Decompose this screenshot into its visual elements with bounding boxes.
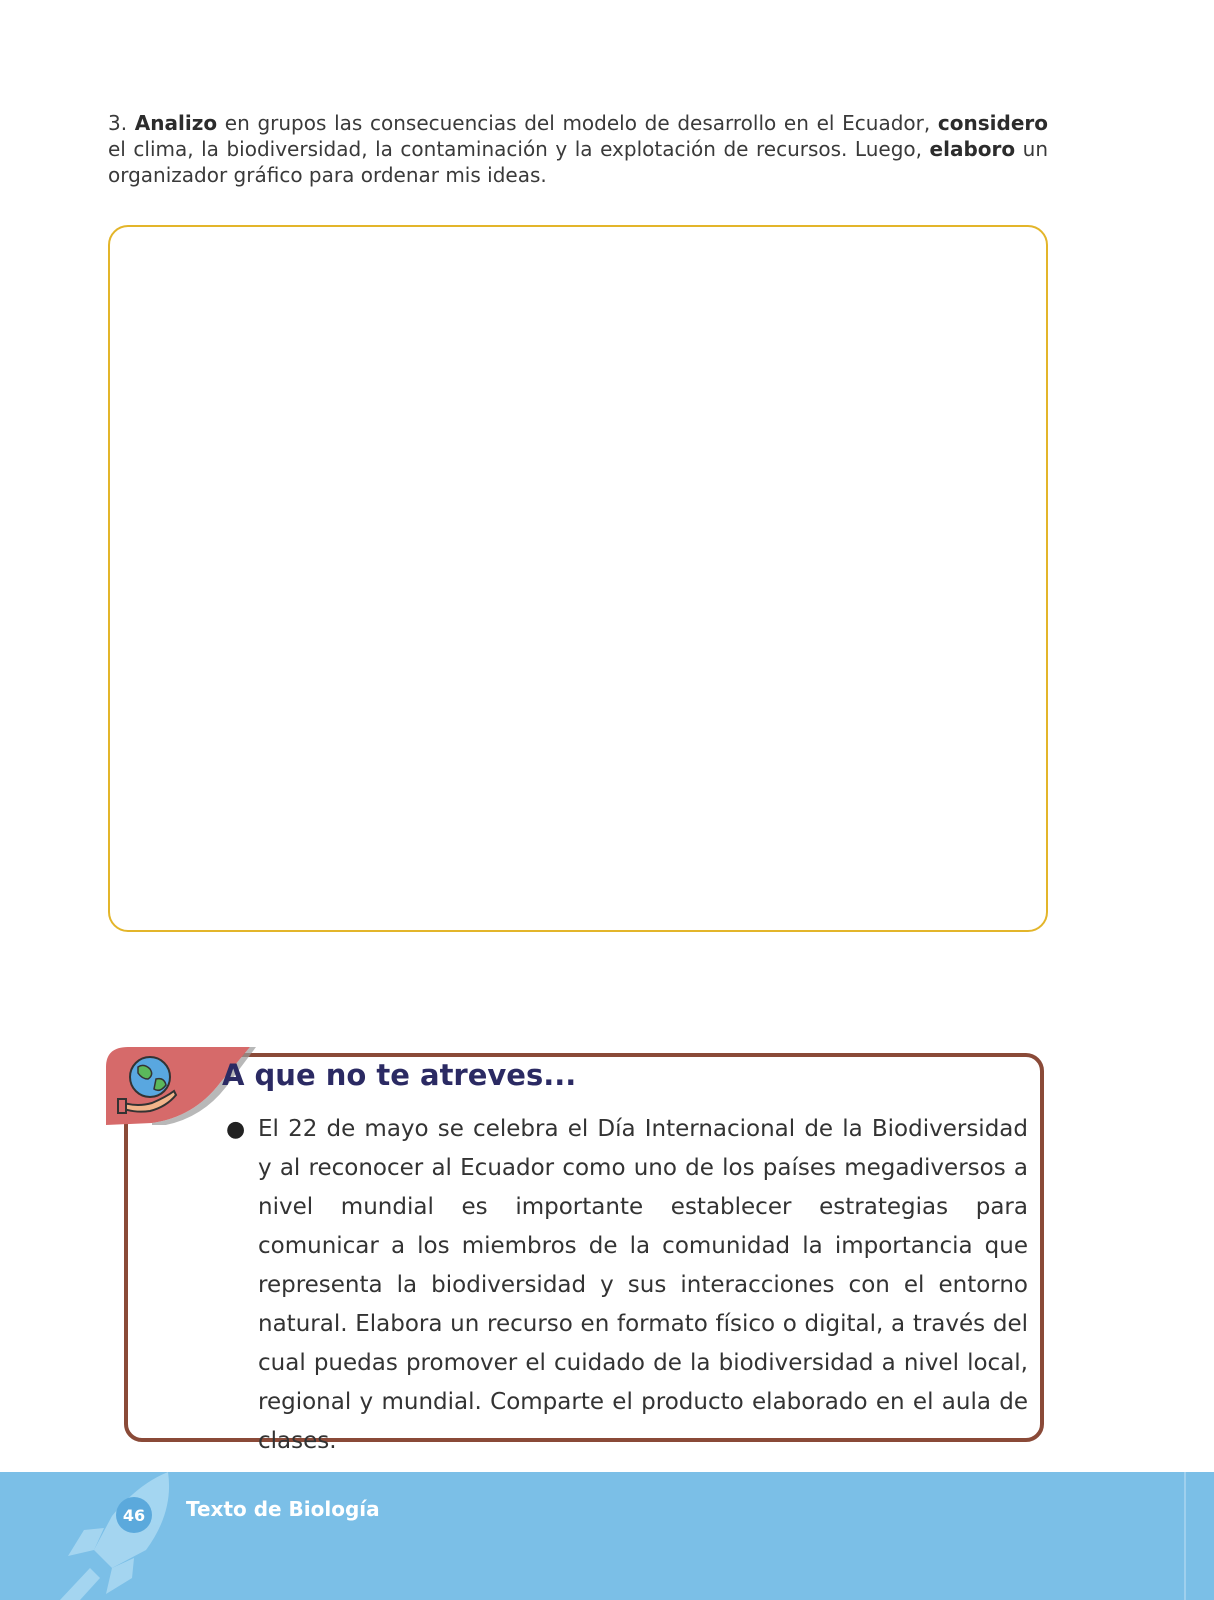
bullet-icon: ● — [226, 1117, 246, 1142]
activity-number: 3. — [108, 111, 128, 135]
activity-text-1: en grupos las consecuencias del modelo de desarrollo en el Ecuador, — [217, 111, 938, 135]
footer — [0, 1472, 1214, 1600]
activity-verb-elaboro: elaboro — [929, 137, 1016, 161]
activity-verb-considero: considero — [937, 111, 1048, 135]
callout-title: A que no te atreves... — [222, 1058, 577, 1092]
footer-edge — [1184, 1472, 1186, 1600]
list-item — [222, 1110, 1028, 1461]
rocket-icon — [50, 1472, 190, 1600]
answer-area[interactable] — [108, 225, 1048, 932]
activity-text-2: el clima, la biodiversidad, la contaminación y la explotación de recursos. Luego, — [108, 137, 930, 161]
callout-item-text: El 22 de mayo se celebra el Día Internacional de la Biodiversidad y al reconocer al Ecuador como uno de los países megadiversos a nivel mundial es importante establecer estrategias para comunicar a los miembros de la comunidad la importancia que representa la biodiversidad y sus interacciones con el entorno natural. Elabora un recurso en formato físico o digital, a través del cual puedas promover el cuidado de la biodiversidad a nivel local, regional y mundial. Comparte el producto elaborado en el aula de clases. — [258, 1116, 1028, 1454]
callout-list — [222, 1110, 1028, 1461]
activity-text-3: un organizador gráfico para ordenar mis ideas. — [108, 137, 1048, 187]
activity-verb-analizo: Analizo — [134, 111, 218, 135]
book-title: Texto de Biología — [186, 1497, 380, 1521]
activity-instruction — [108, 110, 1048, 188]
page-number: 46 — [116, 1497, 152, 1533]
